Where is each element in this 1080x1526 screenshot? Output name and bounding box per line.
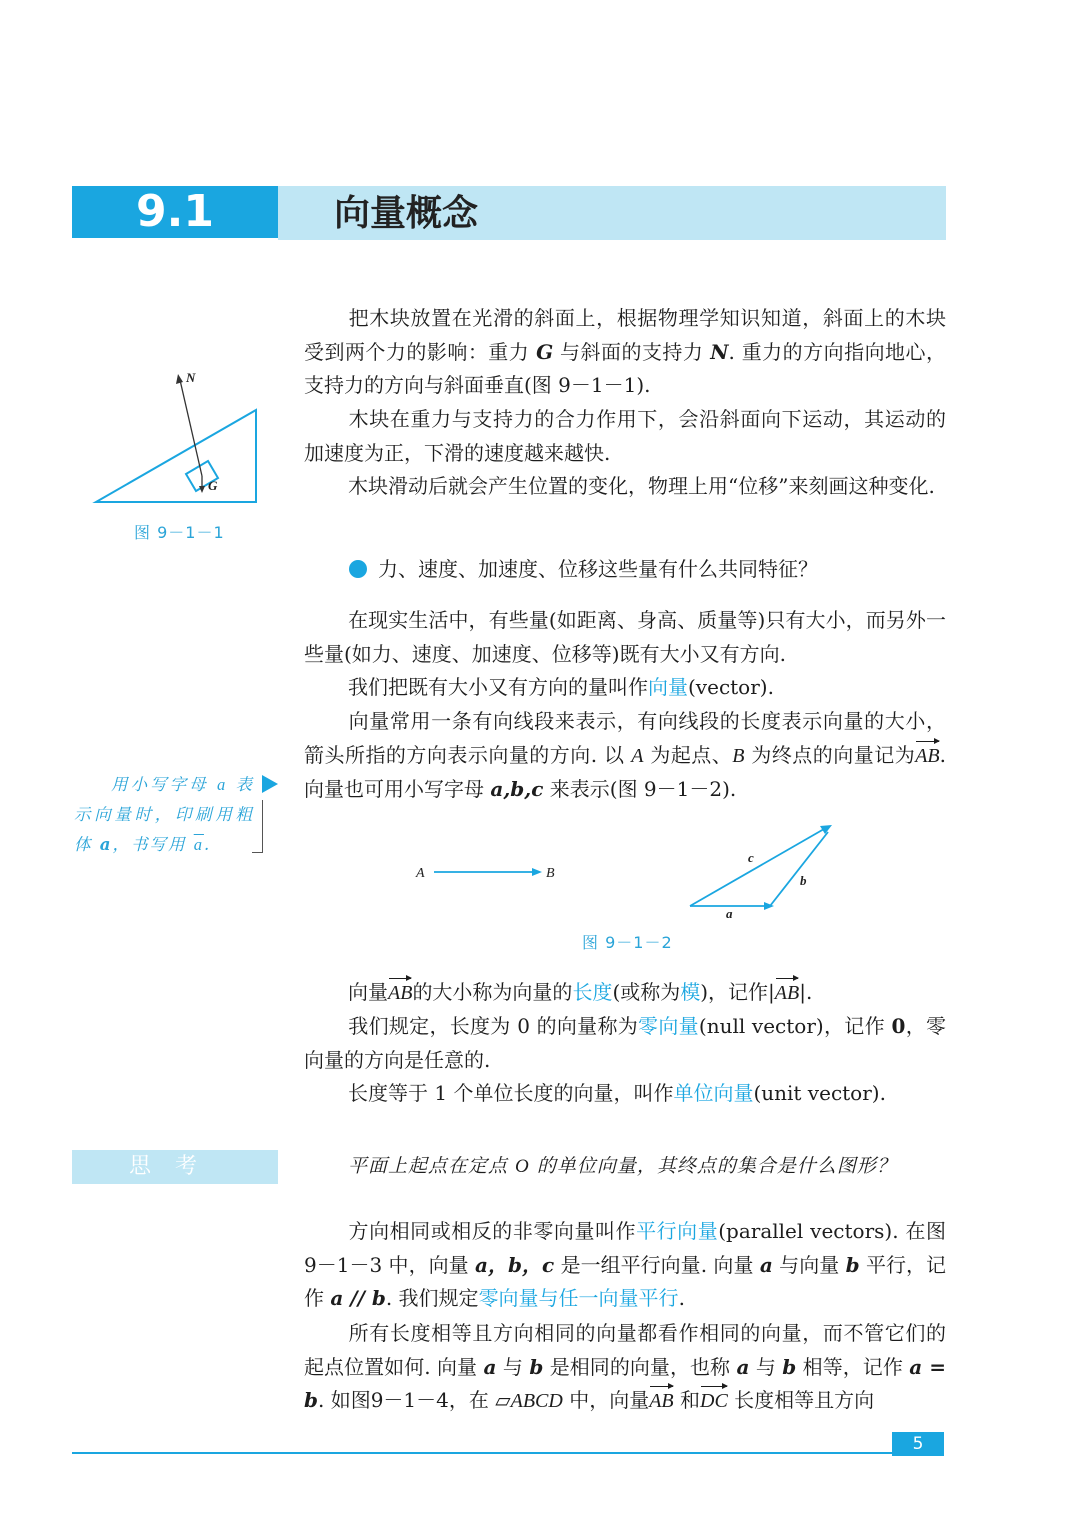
term-length: 长度	[572, 980, 613, 1004]
section-title: 向量概念	[334, 192, 479, 234]
term-vector: 向量	[648, 675, 688, 699]
paragraph-11: 所有长度相等且方向相同的向量都看作相同的向量，而不管它们的起点位置如何. 向量 a 与 b 是相同的向量，也称 a 与 b 相等，记作 a = b. 如图9－1－4，在 ▱ABCD 中，向量AB 和DC 长度相等且方向	[304, 1317, 946, 1419]
label-point-a: A	[416, 866, 425, 881]
label-a: a	[726, 906, 733, 921]
side-note-arrow-icon	[262, 775, 278, 793]
paragraph-2: 木块在重力与支持力的合力作用下，会沿斜面向下运动，其运动的加速度为正，下滑的速度越来越快.	[304, 407, 946, 465]
paragraph-3: 木块滑动后就会产生位置的变化，物理上用“位移”来刻画这种变化.	[348, 474, 935, 498]
paragraph-5: 我们把既有大小又有方向的量叫作向量(vector).	[348, 675, 774, 699]
page-number: 5	[892, 1432, 944, 1456]
paragraph-4: 在现实生活中，有些量(如距离、身高、质量等)只有大小，而另外一些量(如力、速度、加速度、位移等)既有大小又有方向.	[304, 608, 946, 666]
paragraph-6: 向量常用一条有向线段来表示，有向线段的长度表示向量的大小，箭头所指的方向表示向量的方向. 以 A 为起点、B 为终点的向量记为AB. 向量也可用小写字母 a,b,c 来表示(图 9－1－2).	[304, 709, 947, 801]
section-number: 9.1	[72, 186, 278, 238]
vector-c-line	[690, 829, 824, 906]
paragraph-9: 长度等于 1 个单位长度的向量，叫作单位向量(unit vector).	[348, 1081, 886, 1105]
paragraph-7: 向量AB的大小称为向量的长度(或称为模)，记作|AB|.	[304, 976, 946, 1011]
guiding-question: 力、速度、加速度、位移这些量有什么共同特征？	[378, 557, 818, 581]
label-point-b: B	[546, 866, 555, 881]
figure-caption-9-1-1: 图 9－1－1	[134, 523, 225, 542]
footer-rule	[72, 1452, 892, 1454]
figure-caption-9-1-2: 图 9－1－2	[582, 933, 673, 952]
term-null-vector: 零向量	[638, 1014, 699, 1038]
term-unit-vector: 单位向量	[673, 1081, 754, 1105]
paragraph-10: 方向相同或相反的非零向量叫作平行向量(parallel vectors). 在图 9－1－3 中，向量 a，b，c 是一组平行向量. 向量 a 与向量 b 平行，记作 a // b. 我们规定零向量与任一向量平行.	[304, 1219, 947, 1310]
label-g: G	[208, 478, 218, 493]
side-note: 用小写字母 a 表示向量时，印刷用粗体 a，书写用 $\overline{a}$.	[74, 775, 254, 854]
figure-9-1-2-vectors	[408, 822, 848, 922]
paragraph-8: 我们规定，长度为 0 的向量称为零向量(null vector)，记作 0，零向量的方向是任意的.	[304, 1014, 946, 1072]
bullet-dot-icon	[349, 560, 367, 578]
term-parallel-vectors: 平行向量	[636, 1219, 719, 1243]
label-n: N	[186, 370, 196, 385]
figure-9-1-1-incline	[90, 362, 270, 512]
normal-force-line	[180, 380, 202, 476]
think-label: 思考	[72, 1150, 278, 1184]
term-zero-parallel-rule: 零向量与任一向量平行	[478, 1286, 679, 1310]
term-modulus: 模	[680, 980, 701, 1004]
paragraph-1: 把木块放置在光滑的斜面上，根据物理学知识知道，斜面上的木块受到两个力的影响：重力 G 与斜面的支持力 N. 重力的方向指向地心，支持力的方向与斜面垂直(图 9－1－1).	[304, 306, 947, 397]
think-question: 平面上起点在定点 O 的单位向量，其终点的集合是什么图形？	[348, 1155, 897, 1177]
label-b: b	[800, 873, 807, 888]
label-c: c	[748, 850, 754, 865]
side-note-bracket	[252, 800, 263, 853]
